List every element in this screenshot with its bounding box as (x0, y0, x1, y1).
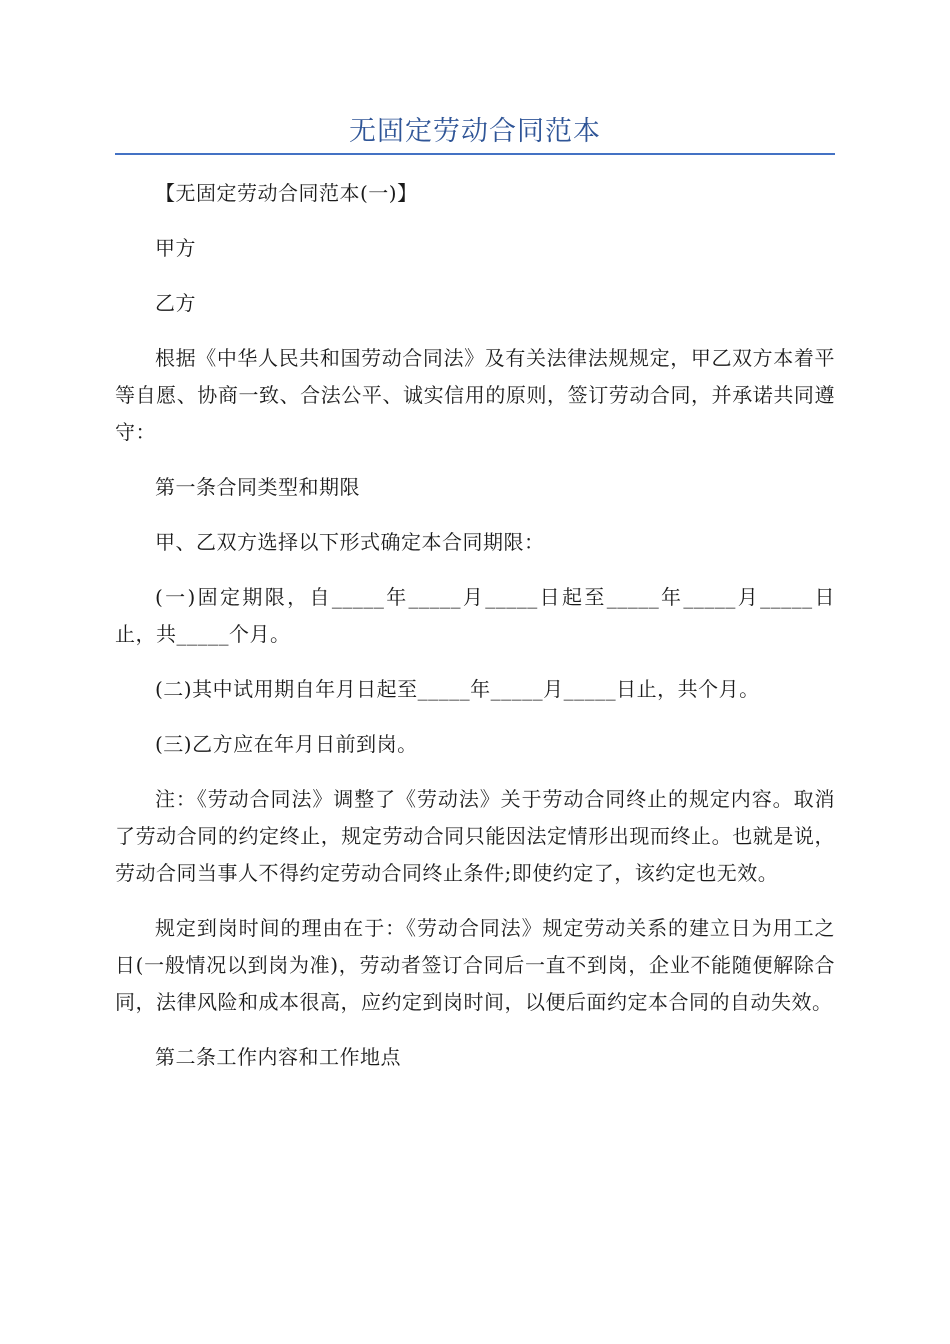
reporting-date-clause: (三)乙方应在年月日前到岗。 (155, 732, 418, 756)
article-2-heading: 第二条工作内容和工作地点 (155, 1045, 401, 1069)
party-a-label: 甲方 (155, 236, 196, 260)
document-title: 无固定劳动合同范本 (349, 116, 601, 147)
note-paragraph: 注：《劳动合同法》调整了《劳动法》关于劳动合同终止的规定内容。取消了劳动合同的约定终止，规定劳动合同只能因法定情形出现而终止。也就是说，劳动合同当事人不得约定劳动合同终止条件;即使约定了，该约定也无效。 (115, 787, 835, 885)
preamble-paragraph: 根据《中华人民共和国劳动合同法》及有关法律法规规定，甲乙双方本着平等自愿、协商一致、合法公平、诚实信用的原则，签订劳动合同，并承诺共同遵守： (115, 346, 835, 444)
section-heading-1: 【无固定劳动合同范本(一)】 (155, 181, 418, 205)
fixed-term-clause: (一)固定期限，自_____年_____月_____日起至_____年_____月_____日止，共_____个月。 (115, 585, 835, 646)
document-body (115, 175, 835, 1094)
party-b-label: 乙方 (155, 291, 196, 315)
title-underline (115, 153, 835, 155)
article-1-heading: 第一条合同类型和期限 (155, 475, 360, 499)
probation-clause: (二)其中试用期自年月日起至_____年_____月_____日止，共个月。 (155, 677, 760, 701)
term-intro-paragraph: 甲、乙双方选择以下形式确定本合同期限： (155, 530, 545, 554)
reporting-reason-paragraph: 规定到岗时间的理由在于：《劳动合同法》规定劳动关系的建立日为用工之日(一般情况以到岗为准)，劳动者签订合同后一直不到岗，企业不能随便解除合同，法律风险和成本很高，应约定到岗时间，以便后面约定本合同的自动失效。 (115, 916, 835, 1014)
